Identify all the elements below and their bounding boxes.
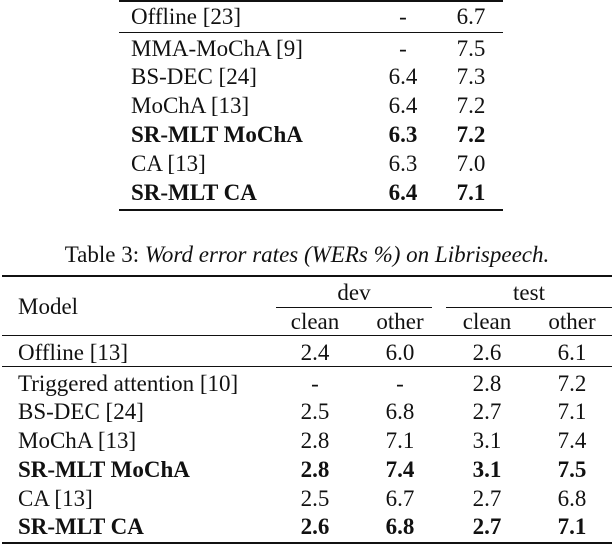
top-row-model: CA [13] — [131, 151, 206, 176]
table3-row-value: 7.1 — [557, 514, 587, 539]
top-table-group-rule — [119, 32, 503, 33]
top-row-col2: 6.7 — [456, 4, 486, 29]
top-table-top-rule — [119, 0, 503, 2]
top-row-model: SR-MLT MoChA — [131, 122, 303, 147]
top-row-col1: 6.4 — [388, 180, 418, 205]
table3-row-value: 2.6 — [472, 340, 502, 365]
table3-row-value: 6.8 — [557, 486, 587, 511]
top-row-model: SR-MLT CA — [131, 180, 257, 205]
table3-row-model: CA [13] — [18, 486, 93, 511]
table3-header-rule — [2, 335, 612, 336]
table3-row-value: 7.1 — [557, 399, 587, 424]
top-row-col1: 6.4 — [388, 64, 418, 89]
top-row-col2: 7.3 — [456, 64, 486, 89]
table3-header-model: Model — [18, 294, 79, 319]
top-row-col2: 7.0 — [456, 151, 486, 176]
table3-row-value: 2.7 — [472, 514, 502, 539]
table3-row-value: - — [396, 371, 404, 396]
top-row-model: MoChA [13] — [131, 93, 250, 118]
table3-row-value: 2.7 — [472, 399, 502, 424]
table3-dev-rule — [276, 307, 432, 308]
caption-label: Table 3: — [64, 242, 140, 267]
table3-row-value: 7.5 — [557, 457, 587, 482]
table3-row-value: 2.7 — [472, 486, 502, 511]
table3-row-value: 3.1 — [472, 457, 502, 482]
table3-row-value: 7.1 — [385, 428, 415, 453]
top-row-col2: 7.2 — [456, 122, 486, 147]
table3-row-value: 6.8 — [385, 514, 415, 539]
table3-row-value: 6.7 — [385, 486, 415, 511]
top-row-col1: - — [399, 4, 407, 29]
table3-row-value: 2.4 — [300, 340, 330, 365]
table3-top-rule — [2, 275, 612, 277]
top-row-model: MMA-MoChA [9] — [131, 36, 303, 61]
table3-row-model: MoChA [13] — [18, 428, 137, 453]
table3-row-value: 6.1 — [557, 340, 587, 365]
table3-row-value: 2.8 — [300, 428, 330, 453]
table3-row-model: SR-MLT MoChA — [18, 457, 190, 482]
table3-row-model: BS-DEC [24] — [18, 399, 144, 424]
table3-row-value: 7.4 — [385, 457, 415, 482]
top-row-model: BS-DEC [24] — [131, 64, 257, 89]
table3-sub-dev-clean: clean — [290, 309, 340, 334]
top-row-col2: 7.1 — [456, 180, 486, 205]
table3-row-value: 2.8 — [300, 457, 330, 482]
top-row-col1: 6.3 — [388, 122, 418, 147]
top-table-bottom-rule — [119, 209, 503, 211]
table3-sub-test-other: other — [548, 309, 596, 334]
table3-row-model: Triggered attention [10] — [18, 371, 239, 396]
table3-row-value: 2.5 — [300, 399, 330, 424]
table3-offline-rule — [2, 366, 612, 367]
table3-row-value: - — [311, 371, 319, 396]
top-row-model: Offline [23] — [131, 4, 242, 29]
table3-header-test: test — [513, 280, 545, 305]
table3-row-value: 2.8 — [472, 371, 502, 396]
top-row-col1: - — [399, 36, 407, 61]
table3-row-value: 2.5 — [300, 486, 330, 511]
table3-row-value: 7.4 — [557, 428, 587, 453]
table3-row-value: 6.0 — [385, 340, 415, 365]
table-caption — [0, 243, 614, 266]
top-row-col2: 7.5 — [456, 36, 486, 61]
table3-row-value: 7.2 — [557, 371, 587, 396]
table3-row-value: 3.1 — [472, 428, 502, 453]
table3-header-dev: dev — [337, 280, 371, 305]
table3-bottom-rule — [2, 542, 612, 544]
table3-row-value: 2.6 — [300, 514, 330, 539]
table3-sub-test-clean: clean — [462, 309, 512, 334]
table3-row-value: 6.8 — [385, 399, 415, 424]
caption-text: Word error rates (WERs %) on Librispeech. — [144, 242, 550, 267]
top-row-col1: 6.3 — [388, 151, 418, 176]
table3-row-model: SR-MLT CA — [18, 514, 144, 539]
top-row-col1: 6.4 — [388, 93, 418, 118]
table3-sub-dev-other: other — [376, 309, 424, 334]
table3-test-rule — [446, 307, 612, 308]
table3-row-model: Offline [13] — [18, 340, 129, 365]
top-row-col2: 7.2 — [456, 93, 486, 118]
